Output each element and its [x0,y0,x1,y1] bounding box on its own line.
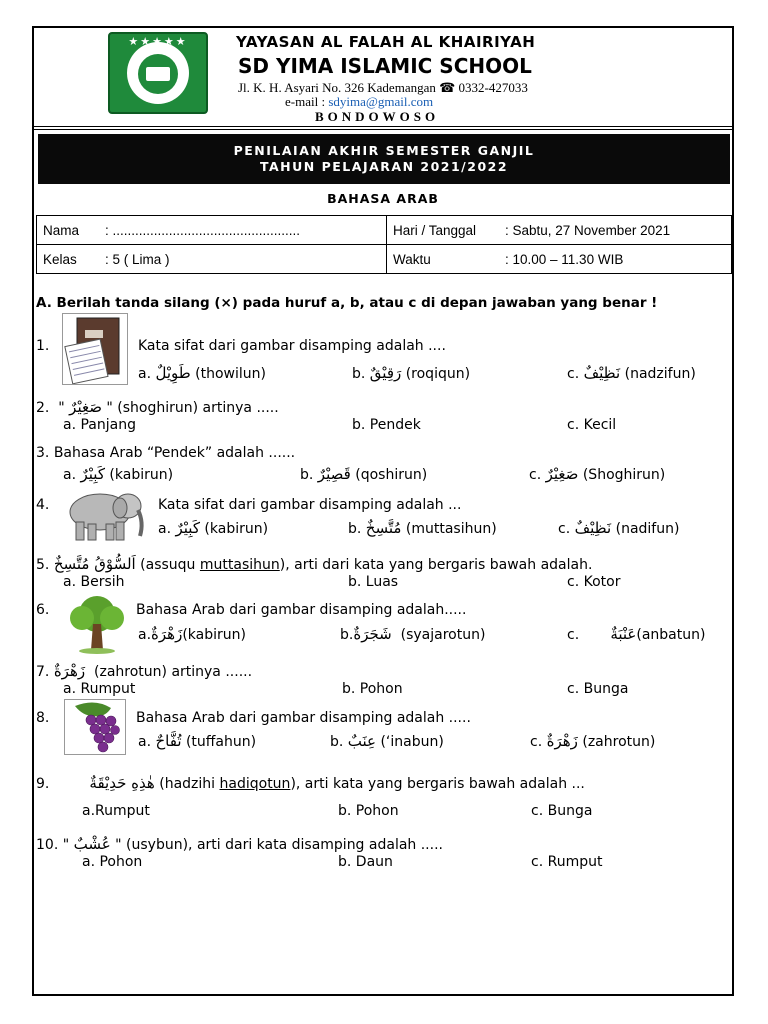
foundation-name: YAYASAN AL FALAH AL KHAIRIYAH [236,33,536,51]
q6-number: 6. [36,602,50,618]
q7-option-b[interactable]: b. Pohon [342,681,403,697]
q2-option-a[interactable]: a. Panjang [63,417,136,433]
q5-option-c[interactable]: c. Kotor [567,574,621,590]
q9-option-c[interactable]: c. Bunga [531,803,593,819]
q3-option-c[interactable]: c. صَغِيْرٌ (Shoghirun) [529,465,666,483]
school-email [285,94,433,110]
q4-option-b[interactable]: b. مُتَّسِخٌ (muttasihun) [348,519,497,537]
section-a-instruction: A. Berilah tanda silang (×) pada huruf a, b, atau c di depan jawaban yang benar ! [36,295,658,311]
header-divider [34,126,732,127]
q1-number: 1. [36,338,50,354]
q8-number: 8. [36,710,50,726]
q10-option-c[interactable]: c. Rumput [531,854,603,870]
student-info-table [36,215,732,274]
q5-text: 5. اَلسُّوْقُ مُتَّسِخٌ (assuqu muttasihun), arti dari kata yang bergaris bawah adalah. [36,555,593,573]
q5-option-a[interactable]: a. Bersih [63,574,125,590]
q3-option-b[interactable]: b. قَصِيْرٌ (qoshirun) [300,465,428,483]
q2-option-b[interactable]: b. Pendek [352,417,421,433]
q2-option-c[interactable]: c. Kecil [567,417,617,433]
q7-option-a[interactable]: a. Rumput [63,681,136,697]
q8-option-b[interactable]: b. عِنَبٌ (‘inabun) [330,732,444,750]
q4-text: Kata sifat dari gambar disamping adalah ... [158,497,462,513]
exam-subject: BAHASA ARAB [327,191,439,206]
tree-image [66,594,128,654]
time-cell: Waktu : 10.00 – 11.30 WIB [387,245,732,274]
q1-option-a[interactable]: a. طَوِيْلٌ (thowilun) [138,364,266,382]
notebook-image [62,313,128,385]
q6-option-b[interactable]: b.شَجَرَةٌ (syajarotun) [340,625,486,643]
q9-text: 9. هٰذِهِ حَدِيْقَةٌ (hadzihi hadiqotun), arti kata yang bergaris bawah adalah ... [36,774,585,792]
q9-option-b[interactable]: b. Pohon [338,803,399,819]
q4-option-a[interactable]: a. كَبِيْرٌ (kabirun) [158,519,269,537]
q6-option-c[interactable]: c. عَنْبَةٌ(anbatun) [567,625,706,643]
q8-option-c[interactable]: c. زَهْرَةٌ (zahrotun) [530,732,656,750]
q4-option-c[interactable]: c. نَظِيْفٌ (nadifun) [558,519,680,537]
exam-banner [38,134,730,184]
q6-option-a[interactable]: a.زَهْرَةٌ(kabirun) [138,625,246,643]
date-cell: Hari / Tanggal : Sabtu, 27 November 2021 [387,216,732,245]
q10-text: 10. " عُشْبٌ " (usybun), arti dari kata disamping adalah ..... [36,835,443,853]
q2-text: 2. " صَغِيْرٌ " (shoghirun) artinya ..... [36,398,279,416]
header-divider-2 [34,129,732,130]
school-address: Jl. K. H. Asyari No. 326 Kademangan ☎ 0332-427033 [238,80,528,95]
q6-text: Bahasa Arab dari gambar disamping adalah..... [136,602,467,618]
q5-option-b[interactable]: b. Luas [348,574,399,590]
q7-option-c[interactable]: c. Bunga [567,681,629,697]
q8-text: Bahasa Arab dari gambar disamping adalah ..... [136,710,471,726]
email-label: e-mail : [285,94,329,109]
exam-title: PENILAIAN AKHIR SEMESTER GANJIL [233,143,535,158]
school-name: SD YIMA ISLAMIC SCHOOL [238,54,532,78]
q8-option-a[interactable]: a. تُفَّاحٌ (tuffahun) [138,732,257,750]
school-city: BONDOWOSO [315,109,440,124]
name-field: : .................................................. [105,222,301,238]
elephant-image [62,488,148,542]
grapes-image [64,699,126,755]
class-cell: Kelas : 5 ( Lima ) [37,245,387,274]
q1-option-c[interactable]: c. نَظِيْفٌ (nadzifun) [567,364,696,382]
q9-option-a[interactable]: a.Rumput [82,803,150,819]
q10-option-a[interactable]: a. Pohon [82,854,143,870]
email-link[interactable]: sdyima@gmail.com [328,94,434,109]
name-cell[interactable]: Nama : .................................................. [37,216,387,245]
q1-text: Kata sifat dari gambar disamping adalah .... [138,338,446,354]
q1-option-b[interactable]: b. رَقِيْقٌ (roqiqun) [352,364,471,382]
q7-text: 7. زَهْرَةٌ (zahrotun) artinya ...... [36,662,253,680]
q4-number: 4. [36,497,50,513]
school-logo: ★★★★★ [108,32,208,114]
q10-option-b[interactable]: b. Daun [338,854,393,870]
q3-text: 3. Bahasa Arab “Pendek” adalah ...... [36,445,296,461]
q3-option-a[interactable]: a. كَبِيْرٌ (kabirun) [63,465,174,483]
exam-year: TAHUN PELAJARAN 2021/2022 [259,159,509,174]
